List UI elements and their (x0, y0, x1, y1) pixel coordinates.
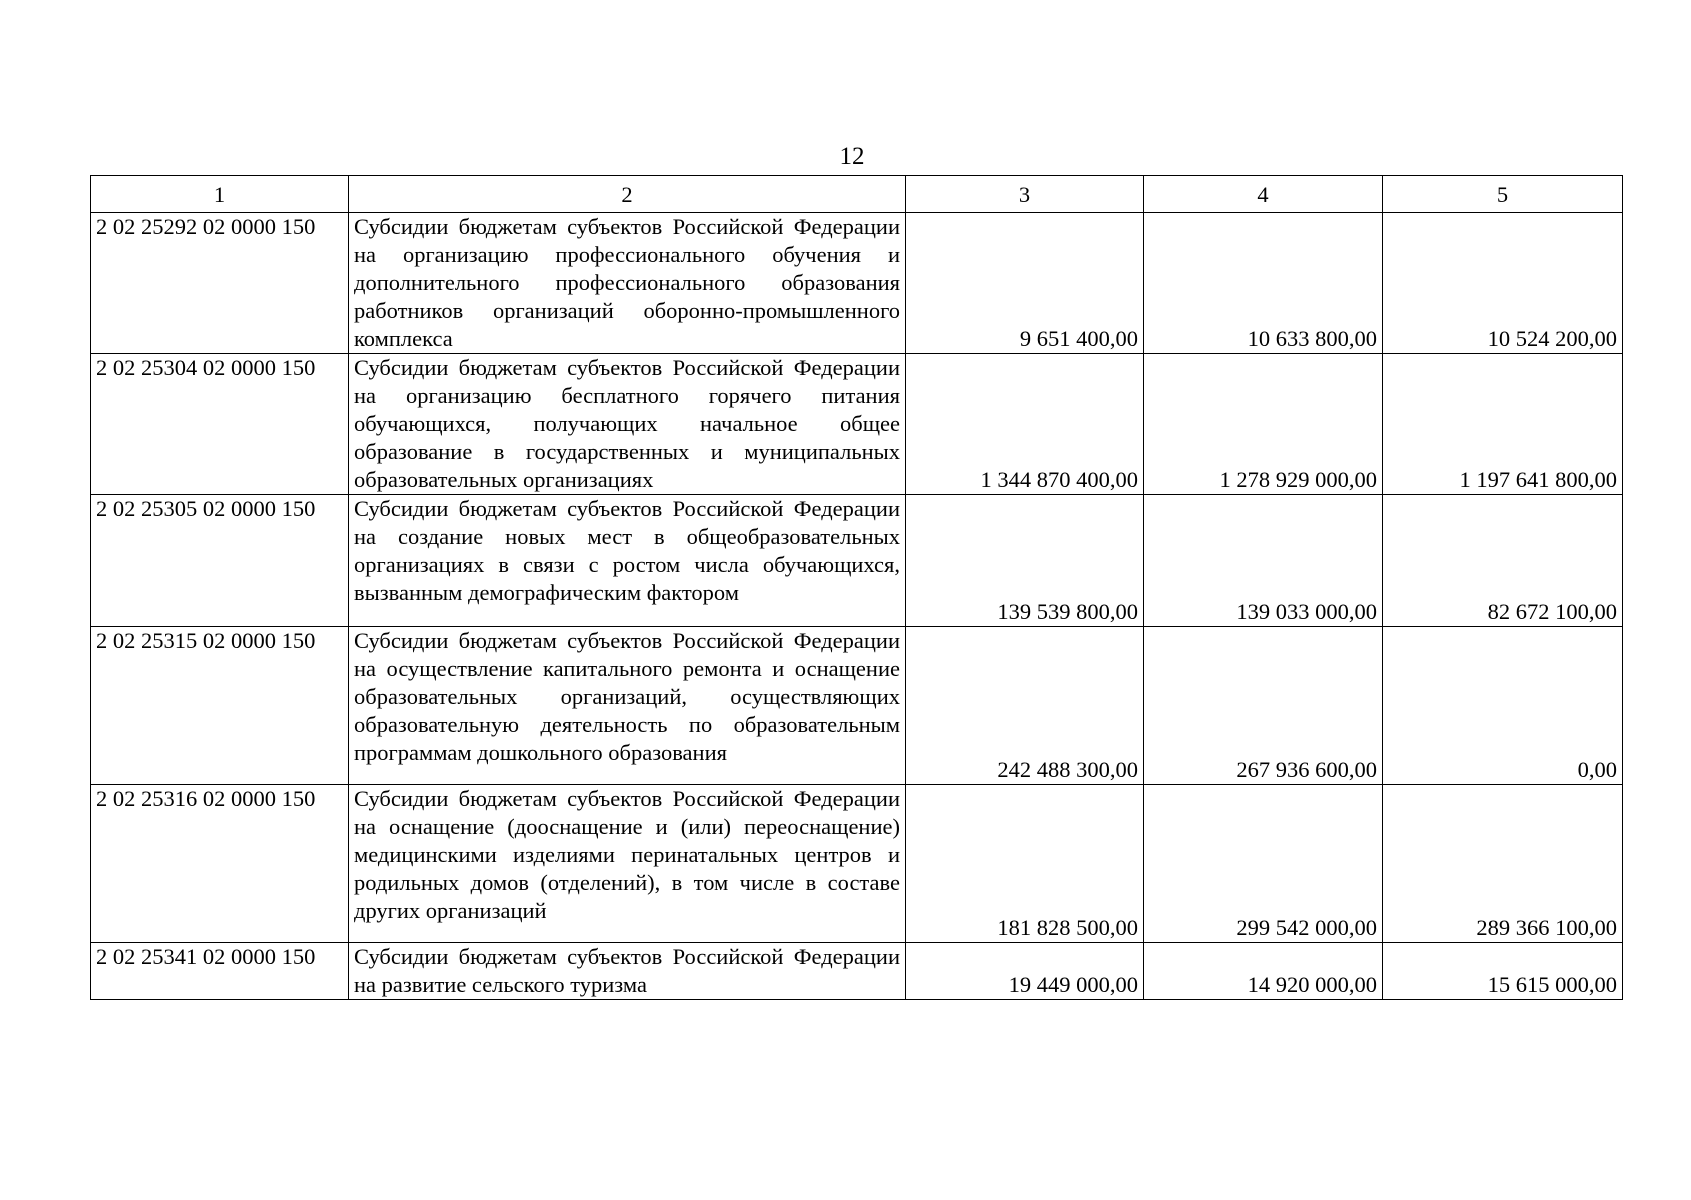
budget-code: 2 02 25315 02 0000 150 (91, 627, 349, 785)
amount-col3: 242 488 300,00 (906, 627, 1144, 785)
amount-col5: 15 615 000,00 (1383, 943, 1623, 1000)
table-header-row (91, 176, 1623, 213)
budget-table (90, 175, 1623, 1000)
subsidy-description: Субсидии бюджетам субъектов Российской Федерации на организацию бесплатного горячего питания обучающихся, получающих начальное общее образование в государственных и муниципальных образовательных организациях (349, 354, 906, 495)
amount-col4: 139 033 000,00 (1144, 495, 1383, 627)
amount-col4: 14 920 000,00 (1144, 943, 1383, 1000)
amount-col4: 10 633 800,00 (1144, 213, 1383, 354)
subsidy-description: Субсидии бюджетам субъектов Российской Федерации на развитие сельского туризма (349, 943, 906, 1000)
budget-code: 2 02 25292 02 0000 150 (91, 213, 349, 354)
subsidy-description: Субсидии бюджетам субъектов Российской Федерации на создание новых мест в общеобразовательных организациях в связи с ростом числа обучающихся, вызванным демографическим фактором (349, 495, 906, 627)
table-row (91, 943, 1623, 1000)
column-header: 5 (1383, 176, 1623, 213)
table-row (91, 354, 1623, 495)
amount-col3: 19 449 000,00 (906, 943, 1144, 1000)
table-row (91, 785, 1623, 943)
budget-code: 2 02 25304 02 0000 150 (91, 354, 349, 495)
table-row (91, 213, 1623, 354)
amount-col3: 1 344 870 400,00 (906, 354, 1144, 495)
budget-code: 2 02 25316 02 0000 150 (91, 785, 349, 943)
amount-col5: 0,00 (1383, 627, 1623, 785)
amount-col4: 267 936 600,00 (1144, 627, 1383, 785)
subsidy-description: Субсидии бюджетам субъектов Российской Федерации на организацию профессионального обучения и дополнительного профессионального образования работников организаций оборонно-промышленного комплекса (349, 213, 906, 354)
subsidy-description: Субсидии бюджетам субъектов Российской Федерации на осуществление капитального ремонта и оснащение образовательных организаций, осуществляющих образовательную деятельность по образовательным программам дошкольного образования (349, 627, 906, 785)
amount-col4: 1 278 929 000,00 (1144, 354, 1383, 495)
column-header: 4 (1144, 176, 1383, 213)
page-number: 12 (839, 143, 865, 170)
amount-col5: 10 524 200,00 (1383, 213, 1623, 354)
column-header: 1 (91, 176, 349, 213)
amount-col3: 9 651 400,00 (906, 213, 1144, 354)
budget-code: 2 02 25341 02 0000 150 (91, 943, 349, 1000)
amount-col3: 139 539 800,00 (906, 495, 1144, 627)
amount-col3: 181 828 500,00 (906, 785, 1144, 943)
amount-col5: 1 197 641 800,00 (1383, 354, 1623, 495)
table-row (91, 495, 1623, 627)
amount-col5: 82 672 100,00 (1383, 495, 1623, 627)
table-row (91, 627, 1623, 785)
subsidy-description: Субсидии бюджетам субъектов Российской Федерации на оснащение (дооснащение и (или) переоснащение) медицинскими изделиями перинатальных центров и родильных домов (отделений), в том числе в составе других организаций (349, 785, 906, 943)
amount-col4: 299 542 000,00 (1144, 785, 1383, 943)
budget-code: 2 02 25305 02 0000 150 (91, 495, 349, 627)
column-header: 2 (349, 176, 906, 213)
column-header: 3 (906, 176, 1144, 213)
amount-col5: 289 366 100,00 (1383, 785, 1623, 943)
